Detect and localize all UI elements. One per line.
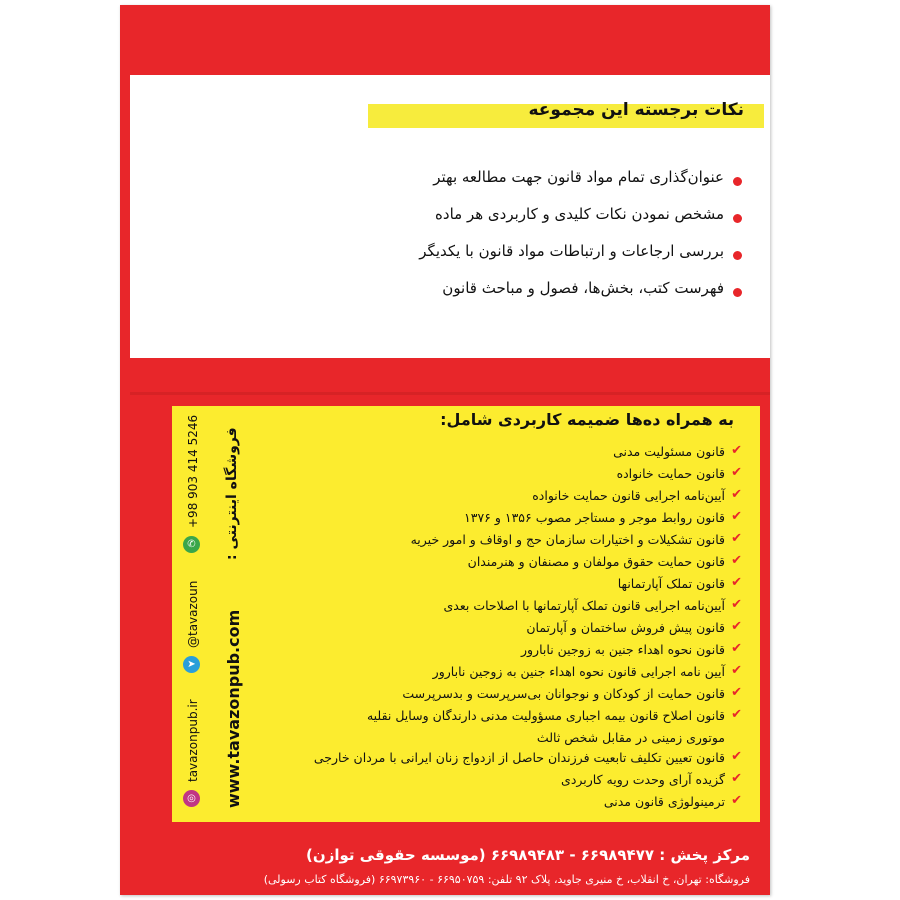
list-item bbox=[292, 574, 742, 596]
checkmark-icon: ✔ bbox=[731, 749, 742, 764]
checkmark-icon: ✔ bbox=[731, 707, 742, 722]
bullet-dot-icon bbox=[733, 288, 742, 297]
checkmark-icon: ✔ bbox=[731, 685, 742, 700]
list-item bbox=[292, 596, 742, 618]
list-item bbox=[292, 442, 742, 464]
checkmark-icon: ✔ bbox=[731, 443, 742, 458]
list-item bbox=[292, 662, 742, 684]
list-item-text: قانون تعیین تکلیف تابعیت فرزندان حاصل از ازدواج زنان ایرانی با مردان خارجی bbox=[313, 750, 725, 765]
list-item-text: قانون مسئولیت مدنی bbox=[613, 444, 725, 459]
checkmark-icon: ✔ bbox=[731, 465, 742, 480]
highlight-item bbox=[330, 168, 742, 205]
store-address: فروشگاه: تهران، خ انقلاب، خ منیری جاوید، پلاک ۹۲ تلفن: ۶۶۹۵۰۷۵۹ - ۶۶۹۷۳۹۶۰ (فروشگاه کتاب رسولی) bbox=[263, 873, 750, 886]
list-item bbox=[292, 706, 742, 728]
telegram-icon[interactable]: ➤ bbox=[183, 656, 200, 673]
red-stripe-divider bbox=[130, 392, 770, 395]
list-item-text: گزیده آرای وحدت رویه کاربردی bbox=[561, 772, 725, 787]
appendix-panel bbox=[172, 406, 760, 822]
website-link[interactable]: www.tavazonpub.com bbox=[224, 609, 243, 808]
highlights-list bbox=[330, 168, 742, 316]
whatsapp-icon[interactable]: ✆ bbox=[183, 536, 200, 553]
bullet-dot-icon bbox=[733, 214, 742, 223]
list-item bbox=[292, 618, 742, 640]
list-item bbox=[292, 552, 742, 574]
checkmark-icon: ✔ bbox=[731, 793, 742, 808]
list-item bbox=[292, 486, 742, 508]
highlight-text: عنوان‌گذاری تمام مواد قانون جهت مطالعه بهتر bbox=[433, 168, 724, 186]
checkmark-icon: ✔ bbox=[731, 619, 742, 634]
highlights-title-bar bbox=[368, 100, 764, 128]
highlight-item bbox=[330, 242, 742, 279]
checkmark-icon: ✔ bbox=[731, 575, 742, 590]
list-item bbox=[292, 770, 742, 792]
appendix-title: به همراه ده‌ها ضمیمه کاربردی شامل: bbox=[440, 410, 734, 429]
instagram-icon[interactable]: ◎ bbox=[183, 790, 200, 807]
list-item-text: آیین نامه اجرایی قانون نحوه اهداء جنین به زوجین نابارور bbox=[432, 664, 725, 679]
list-item bbox=[292, 640, 742, 662]
list-item bbox=[292, 530, 742, 552]
checkmark-icon: ✔ bbox=[731, 531, 742, 546]
list-item-text: قانون روابط موجر و مستاجر مصوب ۱۳۵۶ و ۱۳۷۶ bbox=[464, 510, 725, 525]
list-item-text: قانون حمایت از کودکان و نوجوانان بی‌سرپرست و بدسرپرست bbox=[402, 686, 725, 701]
highlight-text: فهرست کتب، بخش‌ها، فصول و مباحث قانون bbox=[442, 279, 724, 297]
checkmark-icon: ✔ bbox=[731, 641, 742, 656]
checkmark-icon: ✔ bbox=[731, 771, 742, 786]
checkmark-icon: ✔ bbox=[731, 597, 742, 612]
bullet-dot-icon bbox=[733, 251, 742, 260]
highlight-item bbox=[330, 205, 742, 242]
list-item bbox=[292, 464, 742, 486]
bullet-dot-icon bbox=[733, 177, 742, 186]
instagram-handle[interactable]: tavazonpub.ir bbox=[186, 699, 200, 782]
phone-number[interactable]: +98 903 414 5246 bbox=[186, 414, 200, 528]
checkmark-icon: ✔ bbox=[731, 553, 742, 568]
list-item-text: قانون حمایت حقوق مولفان و مصنفان و هنرمندان bbox=[467, 554, 725, 569]
list-item-text: ترمینولوژی قانون مدنی bbox=[603, 794, 725, 809]
checkmark-icon: ✔ bbox=[731, 663, 742, 678]
list-item bbox=[292, 792, 742, 814]
list-item-text: قانون پیش فروش ساختمان و آپارتمان bbox=[526, 620, 725, 635]
list-item-text: قانون حمایت خانواده bbox=[616, 466, 725, 481]
list-item bbox=[292, 508, 742, 530]
store-label: فروشگاه اینترنتی : bbox=[224, 427, 240, 560]
checkmark-icon: ✔ bbox=[731, 487, 742, 502]
list-item-text: آیین‌نامه اجرایی قانون حمایت خانواده bbox=[532, 488, 725, 503]
telegram-handle[interactable]: @tavazoun bbox=[186, 580, 200, 648]
list-item bbox=[292, 684, 742, 706]
highlight-text: بررسی ارجاعات و ارتباطات مواد قانون با یکدیگر bbox=[419, 242, 724, 260]
list-item-text: قانون نحوه اهداء جنین به زوجین نابارور bbox=[520, 642, 725, 657]
list-item-text: قانون تملک آپارتمانها bbox=[617, 576, 725, 591]
appendix-list bbox=[292, 442, 742, 814]
highlights-title: نکات برجسته این مجموعه bbox=[528, 100, 744, 120]
list-item-text: قانون اصلاح قانون بیمه اجباری مسؤولیت مدنی دارندگان وسایل نقلیه bbox=[366, 708, 725, 723]
list-item-text: آیین‌نامه اجرایی قانون تملک آپارتمانها با اصلاحات بعدی bbox=[443, 598, 725, 613]
highlight-text: مشخص نمودن نکات کلیدی و کاربردی هر ماده bbox=[435, 205, 724, 223]
list-item bbox=[292, 748, 742, 770]
highlight-item bbox=[330, 279, 742, 316]
list-item-text: موتوری زمینی در مقابل شخص ثالث bbox=[536, 730, 725, 745]
list-item-text: قانون تشکیلات و اختیارات سازمان حج و اوقاف و امور خیریه bbox=[410, 532, 725, 547]
distribution-center: مرکز پخش : ۶۶۹۸۹۴۷۷ - ۶۶۹۸۹۴۸۳ (موسسه حقوقی توازن) bbox=[306, 846, 750, 864]
list-item-continuation bbox=[292, 728, 742, 748]
checkmark-icon: ✔ bbox=[731, 509, 742, 524]
